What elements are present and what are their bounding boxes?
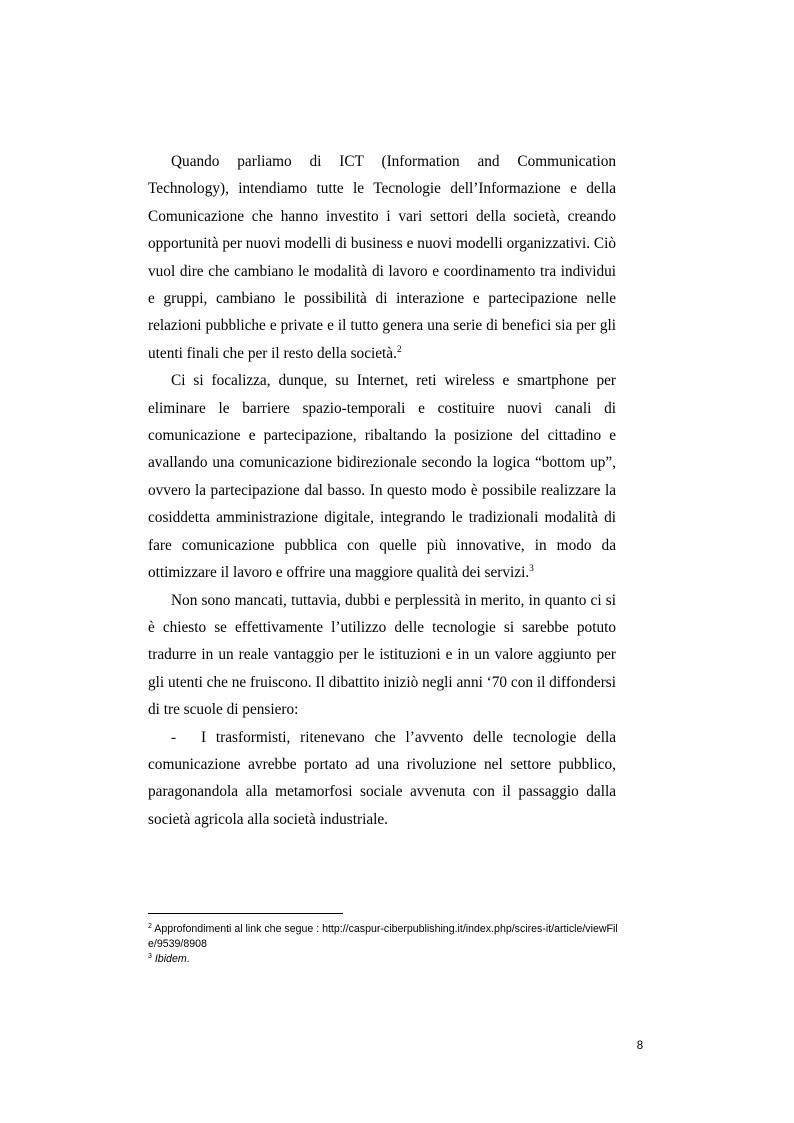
paragraph-text: Non sono mancati, tuttavia, dubbi e perplessità in merito, in quanto ci si è chiesto se effettivamente l’utilizzo delle tecnologie si sarebbe potuto tradurre in un reale vantaggio per le istituzioni e in un valore aggiunto per gli utenti che ne fruiscono. Il dibattito iniziò negli anni ‘70 con il diffondersi di tre scuole di pensiero: [148, 591, 616, 719]
footnote-number: 3 [148, 953, 152, 961]
footnote-2 [148, 922, 626, 952]
footnote-suffix: . [186, 953, 190, 966]
footnotes [148, 922, 626, 968]
list-bullet-marker: - [171, 728, 177, 746]
page-number: 8 [636, 1040, 644, 1052]
list-item-trasformisti [148, 724, 616, 834]
paragraph-text: Quando parliamo di ICT (Information and Communication Technology), intendiamo tutte le Tecnologie dell’Informazione e della Comunicazione che hanno investito i vari settori della società, creando opportunità per nuovi modelli di business e nuovi modelli organizzativi. Ciò vuol dire che cambiano le modalità di lavoro e coordinamento tra individui e gruppi, cambiano le possibilità di interazione e partecipazione nelle relazioni pubbliche e private e il tutto genera una serie di benefici sia per gli utenti finali che per il resto della società. [148, 153, 616, 362]
paragraph-ict-definition [148, 148, 616, 367]
body-text [148, 148, 616, 833]
paragraph-doubts [148, 587, 616, 724]
footnote-3 [148, 952, 626, 967]
footnote-text: Approfondimenti al link che segue : http://caspur-ciberpublishing.it/index.php/scires-it/article/viewFile/9539/8908 [148, 923, 618, 951]
list-item-text: I trasformisti, ritenevano che l’avvento delle tecnologie della comunicazione avrebbe portato ad una rivoluzione nel settore pubblico, paragonandola alla metamorfosi sociale avvenuta con il passaggio dalla società agricola alla società industriale. [148, 728, 616, 828]
footnote-number: 2 [148, 923, 152, 930]
paragraph-text: Ci si focalizza, dunque, su Internet, reti wireless e smartphone per eliminare le barriere spazio-temporali e costituire nuovi canali di comunicazione e partecipazione, ribaltando la posizione del cittadino e avallando una comunicazione bidirezionale secondo la logica “bottom up”, ovvero la partecipazione dal basso. In questo modo è possibile realizzare la cosiddetta amministrazione digitale, integrando le tradizionali modalità di fare comunicazione pubblica con quelle più innovative, in modo da ottimizzare il lavoro e offrire una maggiore qualità dei servizi. [148, 372, 616, 582]
paragraph-internet-focus [148, 367, 616, 586]
footnote-separator [148, 913, 343, 914]
footnote-reference: 2 [396, 344, 402, 355]
footnote-text: Ibidem [154, 953, 187, 966]
footnote-reference: 3 [529, 564, 534, 575]
